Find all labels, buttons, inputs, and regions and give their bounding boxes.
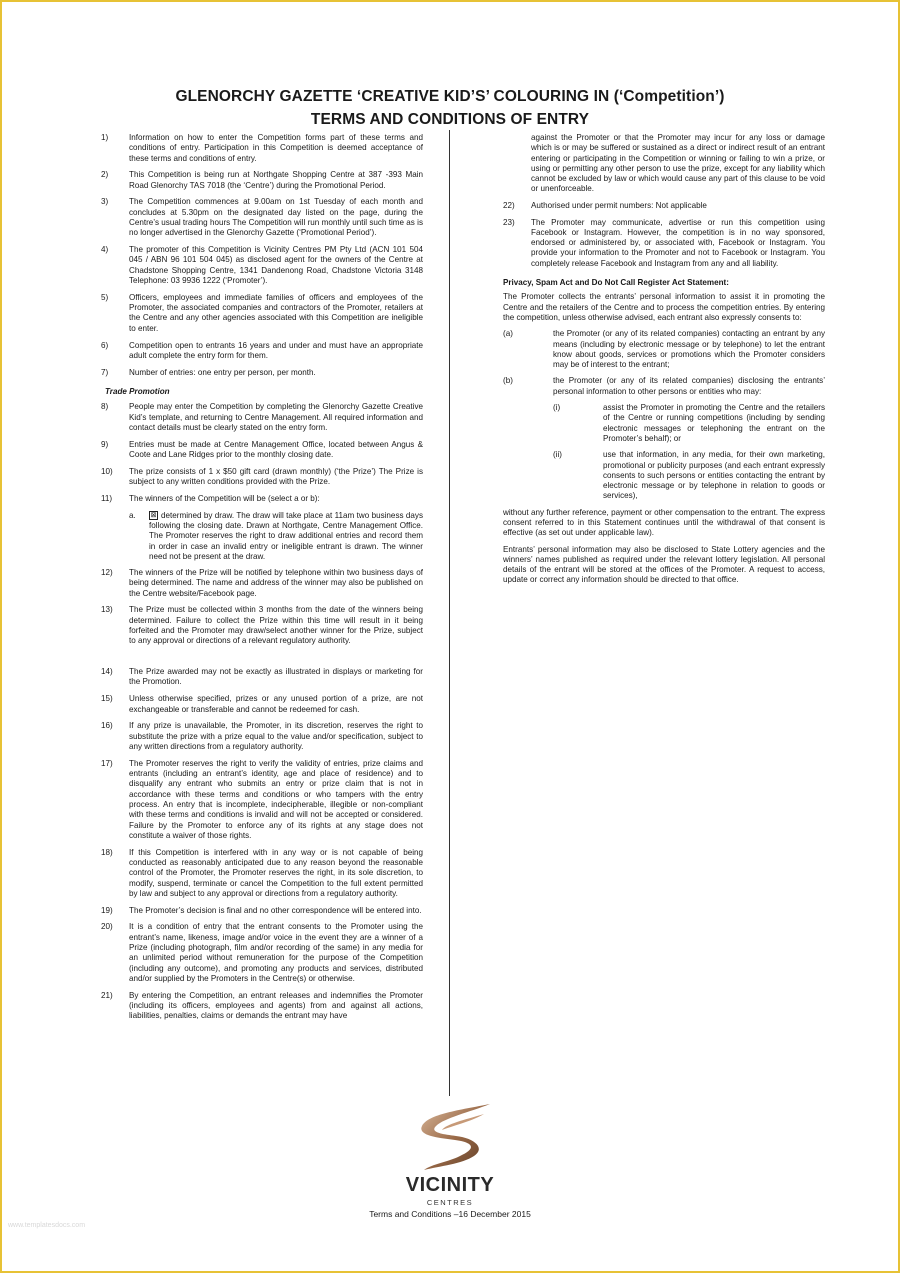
- column-divider: [449, 130, 450, 1096]
- clause-text: Officers, employees and immediate families of officers and employees of the Promoter, the associated companies and contractors of the Promoter, retailers at the Centre and any other agencies associated with this Competition are ineligible to enter.: [129, 292, 423, 333]
- clause-12: [101, 568, 423, 599]
- clause-number: 2): [101, 170, 109, 180]
- clause-15: [101, 694, 423, 715]
- clause-17: [101, 759, 423, 841]
- clause-19: [101, 906, 423, 916]
- clause-number: 8): [101, 402, 109, 412]
- privacy-heading: Privacy, Spam Act and Do Not Call Register Act Statement:: [503, 278, 729, 288]
- clause-number: 20): [101, 922, 113, 932]
- clause-number: 6): [101, 340, 109, 350]
- clause-text: Entries must be made at Centre Management Office, located between Angus & Coote and Lane Ridges prior to the monthly closing date.: [129, 439, 423, 459]
- clause-13: [101, 605, 423, 646]
- privacy-paragraph-2: Entrants’ personal information may also be disclosed to State Lottery agencies and the winners’ names published as required under the relevant lottery legislation. All personal details of the entrant will be stored at the offices of the Promoter. A request to access, update or correct any information should be directed to that office.: [503, 544, 825, 585]
- clause-text: Authorised under permit numbers: Not applicable: [531, 200, 707, 210]
- clause-number: 15): [101, 694, 113, 704]
- clause-5: [101, 293, 423, 334]
- clause-number: 21): [101, 990, 113, 1000]
- clause-number: 3): [101, 197, 109, 207]
- clause-number: 23): [503, 217, 515, 227]
- clause-14: [101, 667, 423, 688]
- trade-promotion-heading: Trade Promotion: [105, 386, 170, 396]
- clause-1: [101, 133, 423, 164]
- left-column: [101, 133, 423, 1028]
- clause-4: [101, 245, 423, 286]
- clause-21: [101, 991, 423, 1022]
- clause-22: [503, 201, 825, 211]
- clause-text: The Competition commences at 9.00am on 1st Tuesday of each month and concludes at 5.30pm on the designated day listed on the page, during the Centre’s usual trading hours The Competition will run monthly until such time as is no longer advertised in the Glenorchy Gazette (‘Promotional Period’).: [129, 197, 423, 238]
- option-a: [129, 511, 423, 562]
- clause-20: [101, 922, 423, 984]
- watermark-text: www.templatesdocs.com: [8, 1222, 86, 1229]
- clause-16: [101, 721, 423, 752]
- clause-text: The prize consists of 1 x $50 gift card (drawn monthly) (‘the Prize’) The Prize is subject to any written conditions provided with the Prize.: [129, 466, 423, 487]
- clause-18: [101, 848, 423, 899]
- clause-text: The Promoter reserves the right to verify the validity of entries, prize claims and entrants (including an entrant’s identity, age and place of residence) and to disqualify any entrant who submits an entry or prize claim that is not in accordance with these terms and conditions or who tampers with the entry process. An entry that is incomplete, indecipherable, illegible or non-compliant with these terms and conditions is invalid and will not be accepted or considered. Failure by the Promoter to enforce any of its rights at any stage does not constitute a waiver of those rights.: [129, 758, 423, 840]
- privacy-item-b-i: (i) assist the Promoter in promoting the Centre and the retailers of the Centre or running competitions (including by sending electronic messages or telephoning the entrant on the Promoter’s behalf); or: [553, 403, 825, 443]
- clause-number: 17): [101, 758, 113, 768]
- privacy-item-b-ii: (ii) use that information, in any media, for their own marketing, promotional or publicity purposes (and each entrant expressly consents to such persons or entities contacting the entrant by electronic message or by telephone in relation to goods or services),: [553, 450, 825, 501]
- privacy-item-b: (b) the Promoter (or any of its related companies) disclosing the entrants’ personal information to other persons or entities who may:: [503, 376, 825, 396]
- clause-number: 14): [101, 667, 113, 677]
- clause-number: 9): [101, 439, 109, 449]
- clause-text: The winners of the Competition will be (select a or b):: [129, 493, 320, 503]
- logo-subtext: CENTRES: [426, 1198, 474, 1207]
- clause-number: 1): [101, 133, 109, 142]
- footer-date: Terms and Conditions –16 December 2015: [369, 1209, 531, 1219]
- clause-number: 19): [101, 905, 113, 915]
- clause-number: 16): [101, 721, 113, 731]
- clause-text: By entering the Competition, an entrant releases and indemnifies the Promoter (including its officers, employees and agents) from and against all actions, liabilities, penalties, claims or demands the entrant may have: [129, 990, 423, 1021]
- clause-text: Information on how to enter the Competition forms part of these terms and conditions of entry. Participation in this Competition is deemed acceptance of these terms and conditions of entry.: [129, 133, 423, 163]
- clause-text: If any prize is unavailable, the Promoter, in its discretion, reserves the right to substitute the prize with a prize equal to the value and/or specification, subject to any written directions from a regulatory authority.: [129, 721, 423, 751]
- clause-number: 5): [101, 292, 109, 302]
- logo-wordmark: VICINITY: [405, 1174, 495, 1196]
- clause-number: 4): [101, 245, 109, 255]
- clause-text: The Prize awarded may not be exactly as illustrated in displays or marketing for the Promotion.: [129, 667, 423, 687]
- option-a-text: ⊠ determined by draw. The draw will take place at 11am two business days following the closing date. Drawn at Northgate, Centre Management Office. The Promoter reserves the right to draw additional entries and record them in order in case an invalid entry or ineligible entrant is drawn. The winner need not be present at the draw.: [149, 510, 423, 561]
- clause-8: [101, 402, 423, 433]
- document-subtitle: TERMS AND CONDITIONS OF ENTRY: [310, 111, 590, 128]
- clause-number: 12): [101, 568, 113, 578]
- clause-number: 13): [101, 605, 113, 615]
- clause-number: 10): [101, 466, 113, 476]
- clause-text: The Prize must be collected within 3 months from the date of the winners being determined. Failure to collect the Prize within this time will result in it being forfeited and the Promoter may draw/select another winner for the Prize, subject to any approval or directions of a relevant regulatory authority.: [129, 605, 423, 646]
- clause-text: The promoter of this Competition is Vicinity Centres PM Pty Ltd (ACN 101 504 045 / ABN 96 101 504 045) as disclosed agent for the owners of the Centre at Chadstone Shopping Centre, 1341 Dandenong Road, Chadstone Victoria 3148 Telephone: 03 9936 1222 (‘Promoter’).: [129, 245, 423, 286]
- clause-number: 7): [101, 367, 109, 377]
- clause-23: [503, 218, 825, 269]
- clause-text: It is a condition of entry that the entrant consents to the Promoter using the entrant’s name, likeness, image and/or voice in the event they are a winner of a Prize (including photograph, film and/or recording of the same) in any media for an unlimited period without remuneration for the purpose of the Competition (including any outcome), and promoting any products and services, distributed and/or supplied by the Promoters in the Centre(s) or otherwise.: [129, 922, 423, 983]
- document-title: GLENORCHY GAZETTE ‘CREATIVE KID’S’ COLOURING IN (‘Competition’): [175, 88, 725, 105]
- clause-text: Unless otherwise specified, prizes or any unused portion of a prize, are not exchangeable or transferable and cannot be redeemed for cash.: [129, 694, 423, 714]
- clause-10: [101, 467, 423, 488]
- clause-number: 22): [503, 200, 515, 210]
- clause-text: Competition open to entrants 16 years and under and must have an appropriate adult complete the entry form for them.: [129, 340, 423, 360]
- clause-text: The Promoter’s decision is final and no other correspondence will be entered into.: [129, 905, 422, 915]
- clause-text: This Competition is being run at Northgate Shopping Centre at 387 -393 Main Road Glenorchy TAS 7018 (the ‘Centre’) during the Promotional Period.: [129, 170, 423, 190]
- privacy-intro: The Promoter collects the entrants’ personal information to assist it in promoting the Centre and the retailers of the Centre and to process the competition entries. By entering the competition, unless otherwise advised, each entrant also expressly consents to:: [503, 292, 825, 322]
- privacy-paragraph-1: without any further reference, payment or other compensation to the entrant. The express consent referred to in this Statement continues until the withdrawal of that consent is effective (as set out under applicable law).: [503, 507, 825, 538]
- clause-number: 18): [101, 847, 113, 857]
- clause-text: The Promoter may communicate, advertise or run this competition using Facebook or Instagram. However, the competition is in no way sponsored, endorsed or administered by, or associated with, Facebook or Instagram. You provide your information to the Promoter and not to Facebook or Instagram. You completely release Facebook and Instagram from any and all liability.: [531, 217, 825, 268]
- right-column: [503, 133, 825, 592]
- clause-6: [101, 341, 423, 362]
- clause-3: [101, 197, 423, 238]
- option-a-number: a.: [129, 510, 136, 520]
- clause-2: [101, 170, 423, 191]
- clause-text: Number of entries: one entry per person, per month.: [129, 367, 316, 377]
- clause-21-continued: against the Promoter or that the Promoter may incur for any loss or damage which is or may be suffered or sustained as a direct or indirect result of an entrant entering or participating in the Competition or winning or failing to win a prize, or using or permitting any other person to use the prize, except for any liability which cannot be excluded by law or which would cause any part of this clause to be void or unenforceable.: [531, 133, 825, 194]
- privacy-item-a: (a) the Promoter (or any of its related companies) contacting an entrant by any means (including by electronic message or by telephone) to let the entrant know about goods, services or promotions which the Promoter considers may be of interest to the entrant;: [503, 329, 825, 370]
- clause-11: [101, 494, 423, 504]
- clause-text: People may enter the Competition by completing the Glenorchy Gazette Creative Kid’s template, and returning to Centre Management. All required information and contact details must be clearly stated on the entry form.: [129, 402, 423, 432]
- clause-text: The winners of the Prize will be notified by telephone within two business days of being determined. The name and address of the winner may also be published on the Centre website/Facebook page.: [129, 568, 423, 598]
- checkbox-checked-icon: ⊠: [150, 511, 157, 519]
- clause-9: [101, 440, 423, 461]
- clause-text: If this Competition is interfered with in any way or is not capable of being conducted as reasonably anticipated due to any reason beyond the reasonable control of the Promoter, the Promoter reserves the right, in its sole discretion, to modify, suspend, terminate or cancel the Competition to the full extent permitted by law and subject to any approval or directions from a regulatory authority.: [129, 847, 423, 898]
- clause-7: [101, 368, 423, 378]
- clause-number: 11): [101, 493, 113, 503]
